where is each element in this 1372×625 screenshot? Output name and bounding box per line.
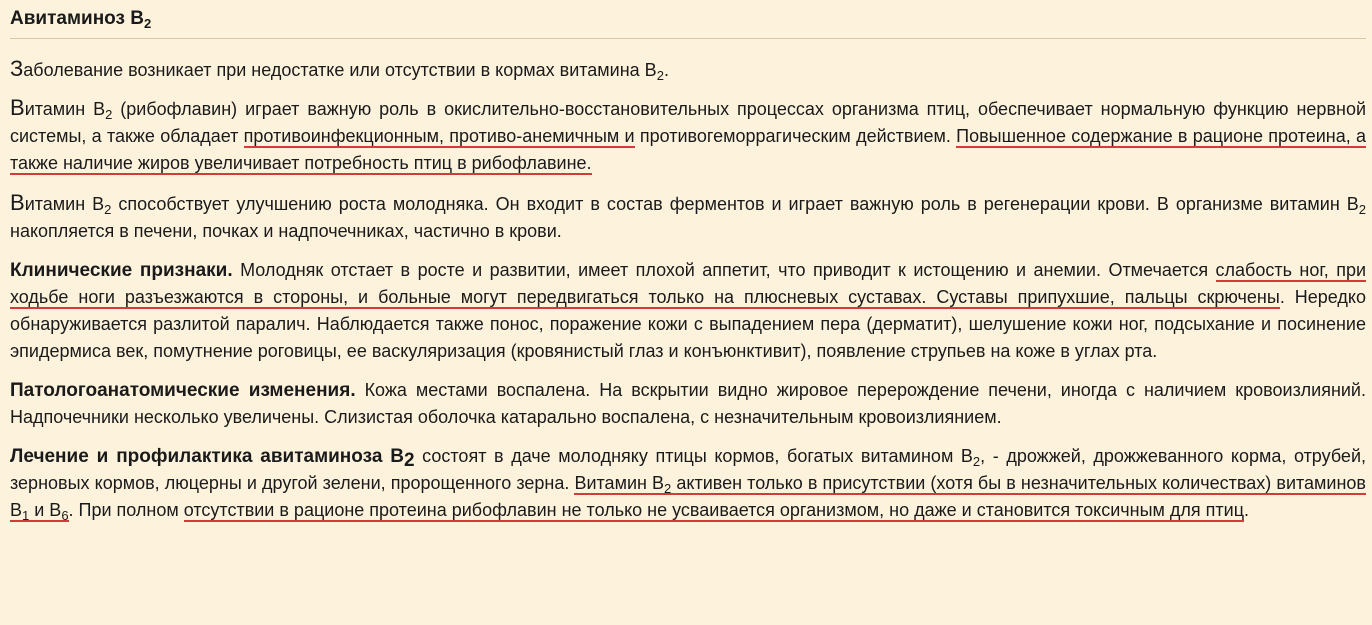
section-heading: ечение и профилактика авитаминоза В [23,446,404,467]
section-heading: атологоанатомические изменения. [23,380,356,401]
paragraph-growth: Витамин $В_2$ способствует улучшению роста молодняка. Он входит в состав ферментов и играет важную роль в регенерации крови. В организме витамин $В_2$ накопляется в печени, почках и надпочечниках, частично в крови. [10,190,1367,241]
underlined-phrase: слабость ног, при ходьбе ноги разъезжаются в стороны, и больные могут передвигаться только на плюсневых суставах. Суставы припухшие, пальцы скрючены [10,260,1367,307]
paragraph-pathology: Патологоанатомические изменения. Кожа местами воспалена. На вскрытии видно жировое перерождение печени, иногда с наличием кровоизлияний. Надпочечники несколько увеличены. Слизистая оболочка катарально воспалена, с незначительным кровоизлиянием. [10,380,1366,427]
underlined-phrase: противоинфекционным, противо-анемичным и [243,126,635,146]
underlined-phrase: отсутствии в рационе протеина рибофлавин не только не усваивается организмом, но даже и становится токсичным для птиц [183,500,1245,520]
paragraph-intro: Заболевание возникает при недостатке или отсутствии в кормах витамина $В_2$. [10,56,669,83]
paragraph-clinical-signs: Клинические признаки. Молодняк отстает в росте и развитии, имеет плохой аппетит, что приводит к истощению и анемии. Отмечается слабость ног, при ходьбе ноги разъезжаются в стороны, и больные могут передвигаться только на плюсневых суставах. Суставы припухшие, пальцы скрючены. Нередко обнаруживается разлитой паралич. Наблюдается также понос, поражение кожи с выпадением пера (дерматит), шелушение кожи ног, подсыхание и посинение эпидермиса век, помутнение роговицы, ее васкуляризация (кровянистый глаз и конъюнктивит), появление струпьев на коже в углах рта. [10,260,1367,361]
article [10,0,1366,524]
underlined-phrase: Витамин $В_2$ активен только в присутствии (хотя бы в незначительных количествах) витаминов $В_1$ и $В_6$ [10,473,1366,523]
title-divider [10,38,1366,39]
section-heading: линические признаки. [21,260,233,281]
underlined-phrase: Повышенное содержание в рационе протеина, а также наличие жиров увеличивает потребность птиц в рибофлавине. [10,126,1367,173]
page-title: Авитаминоз $В_2$ [10,8,152,31]
paragraph-treatment: Лечение и профилактика авитаминоза $В_2$ состоят в даче молодняку птицы кормов, богатых витамином $В_2$, - дрожжей, дрожжеванного корма, отрубей, зерновых кормов, люцерны и другой зелени, пророщенного зерна. Витамин $В_2$ активен только в присутствии (хотя бы в незначительных количествах) витаминов $В_1$ и $В_6$. При полном отсутствии в рационе протеина рибофлавин не только не усваивается организмом, но даже и становится токсичным для птиц. [10,446,1366,523]
paragraph-vitamin-role: Витамин $В_2$ (рибофлавин) играет важную роль в окислительно-восстановительных процессах организма птиц, обеспечивает нормальную функцию нервной системы, а также обладает противоинфекционным, противо-анемичным и противогеморрагическим действием. Повышенное содержание в рационе протеина, а также наличие жиров увеличивает потребность птиц в рибофлавине. [10,95,1367,173]
